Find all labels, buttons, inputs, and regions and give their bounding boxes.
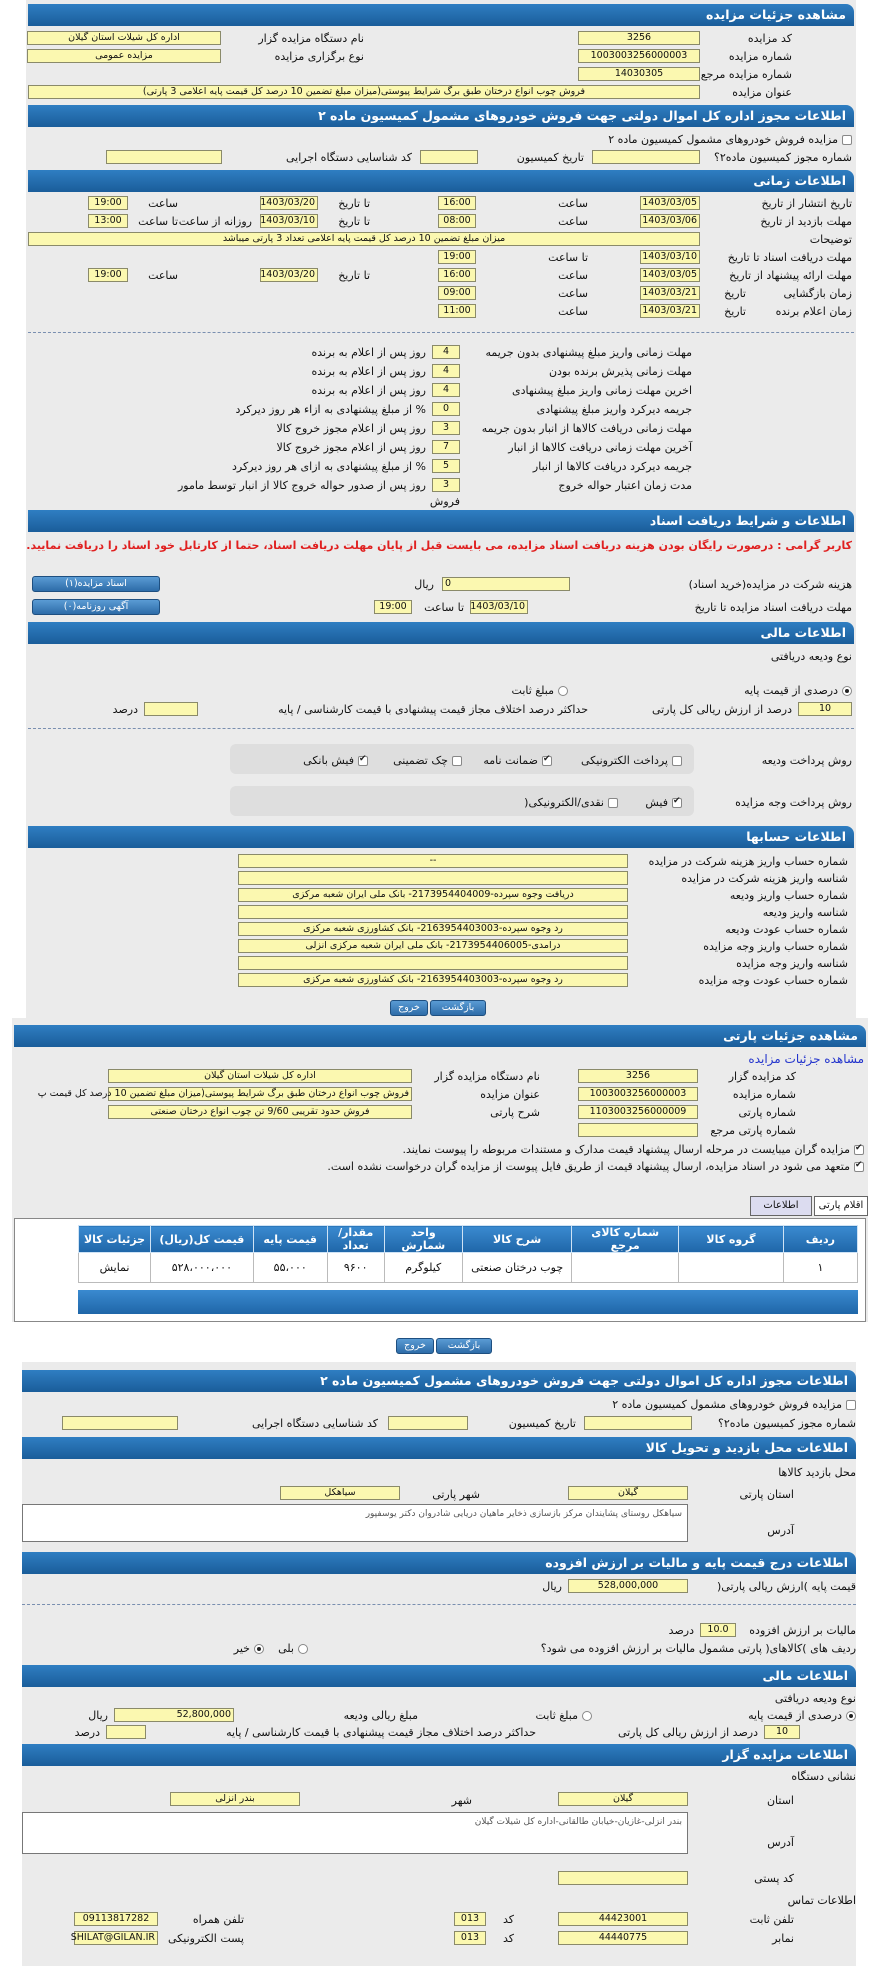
table-cell xyxy=(572,1253,679,1283)
deadline-label-line2: فروش xyxy=(429,495,460,508)
max-diff-value xyxy=(144,702,198,716)
account-value xyxy=(238,871,628,885)
no-attach-checkbox[interactable] xyxy=(854,1162,864,1172)
winner-date: 1403/03/21 xyxy=(640,304,700,318)
account-label: شماره حساب عودت وجه مزایده xyxy=(698,974,848,987)
max-diff-unit: درصد xyxy=(112,703,138,716)
account-label: شماره حساب واریز ودیعه xyxy=(729,889,848,902)
visit-from-label: مهلت بازدید از تاریخ xyxy=(760,215,852,228)
divider xyxy=(28,728,854,729)
auction-subject-label: عنوان مزایده xyxy=(732,86,792,99)
fax-code-value: 013 xyxy=(454,1931,486,1945)
commission-date-label: تاریخ کمیسیون xyxy=(516,151,584,164)
deadline-label: مدت زمان اعتبار حواله خروج xyxy=(558,479,692,492)
deadline-unit: روز پس از اعلام مجوز خروج کالا xyxy=(276,441,426,454)
deadline-value: 4 xyxy=(432,345,460,359)
auction-subject-value: فروش چوب انواع درختان طبق برگ شرایط پیوستی(میزان مبلغ تضمین 10 درصد کل قیمت پایه اعلامی 3 پارتی) xyxy=(28,85,700,99)
deadline-value: 0 xyxy=(432,402,460,416)
auction-details-header: مشاهده جزئیات مزایده xyxy=(28,4,854,26)
party-ref-value xyxy=(578,1123,698,1137)
party-back-button[interactable]: بازگشت xyxy=(436,1338,492,1354)
guarantee-label: ضمانت نامه xyxy=(483,754,538,767)
auctioneer-org-value: اداره کل شیلات استان گیلان xyxy=(27,31,221,45)
permit-header: اطلاعات مجوز اداره کل اموال دولتی جهت فروش خودروهای مشمول کمیسیون ماده ۲ xyxy=(28,105,854,127)
org-address-value: بندر انزلی-غازیان-خیابان طالقانی-اداره کل شیلات گیلان xyxy=(22,1812,688,1854)
finance2-header: اطلاعات مالی xyxy=(22,1665,856,1687)
doc-deadline-date: 1403/03/10 xyxy=(640,250,700,264)
auction-type-value: مزایده عمومی xyxy=(27,49,221,63)
timing-desc-value: میزان مبلغ تضمین 10 درصد کل قیمت پایه اعلامی تعداد 3 پارتی میباشد xyxy=(28,232,700,246)
party-code-label: کد مزایده گزار xyxy=(728,1070,796,1083)
publish-from-date: 1403/03/05 xyxy=(640,196,700,210)
no-attach-label: متعهد می شود در اسناد مزایده، ارسال پیشنهاد قیمت از طریق فایل پیوست از مزایده گران درخواست نشده است. xyxy=(327,1160,850,1173)
doc-fee-label: هزینه شرکت در مزایده(خرید اسناد) xyxy=(688,578,852,591)
fax-code-label: کد xyxy=(502,1932,514,1945)
offer-to-time: 19:00 xyxy=(88,268,128,282)
auction-code-value: 3256 xyxy=(578,31,700,45)
publish-to-label: تا تاریخ xyxy=(338,197,370,210)
percent-radio[interactable] xyxy=(842,686,852,696)
contact-info-label: اطلاعات تماس xyxy=(787,1894,856,1907)
party-org-label: نام دستگاه مزایده گزار xyxy=(434,1070,540,1083)
deadline-unit: روز پس از اعلام به برنده xyxy=(311,365,426,378)
winner-hour-label: ساعت xyxy=(558,305,588,318)
tab-party-items[interactable]: اقلام پارتی xyxy=(814,1196,868,1216)
column-header: ردیف xyxy=(783,1226,857,1253)
percent-radio-2[interactable] xyxy=(846,1711,856,1721)
deadline-label: آخرین مهلت زمانی دریافت کالاها از انبار xyxy=(508,441,692,454)
account-label: شناسه واریز وجه مزایده xyxy=(736,957,848,970)
vat-no-radio[interactable] xyxy=(254,1644,264,1654)
visit-from-hour-label: ساعت xyxy=(558,215,588,228)
account-value: درامدی-2173954406005- بانک ملی ایران شعبه مرکزی انزلی xyxy=(238,939,628,953)
cheque-label: چک تضمینی xyxy=(393,754,448,767)
auction-number-label: شماره مزایده xyxy=(728,50,792,63)
epay-label: پرداخت الکترونیکی xyxy=(581,754,668,767)
party-city-label: شهر پارتی xyxy=(432,1488,480,1501)
account-label: شناسه واریز ودیعه xyxy=(762,906,848,919)
offer-to-date: 1403/03/20 xyxy=(260,268,318,282)
column-header: جزئیات کالا xyxy=(79,1226,151,1253)
divider xyxy=(22,1604,856,1605)
max-diff-label-2: حداکثر درصد اختلاف مجاز قیمت پیشنهادی با قیمت کارشناسی / پایه xyxy=(226,1726,536,1739)
offer-from-date: 1403/03/05 xyxy=(640,268,700,282)
org-city-label: شهر xyxy=(451,1794,472,1807)
opening-date-label: تاریخ xyxy=(724,287,746,300)
deadline-unit: % از مبلغ پیشنهادی به ازای هر روز دیرکرد xyxy=(232,460,426,473)
deadline-unit: روز پس از صدور حواله خروج کالا از انبار توسط مامور xyxy=(177,479,426,492)
column-header: قیمت کل(ریال) xyxy=(151,1226,254,1253)
opening-time: 09:00 xyxy=(438,286,476,300)
deadline-label: جریمه دیرکرد واریز مبلغ پیشنهادی xyxy=(536,403,692,416)
max-diff-label: حداکثر درصد اختلاف مجاز قیمت پیشنهادی با قیمت کارشناسی / پایه xyxy=(278,703,588,716)
deadline-value: 7 xyxy=(432,440,460,454)
percent-label-2: درصدی از قیمت پایه xyxy=(748,1709,842,1722)
finance-header: اطلاعات مالی xyxy=(28,622,854,644)
table-cell: ۵۵،۰۰۰ xyxy=(253,1253,327,1283)
publish-to-time: 19:00 xyxy=(88,196,128,210)
auction-details-link[interactable]: مشاهده جزئیات مزایده xyxy=(748,1052,864,1066)
publish-from-hour-label: ساعت xyxy=(558,197,588,210)
column-header: شماره کالای مرجع xyxy=(572,1226,679,1253)
publish-from-label: تاریخ انتشار از تاریخ xyxy=(761,197,852,210)
daily-from-label: روزانه از ساعت xyxy=(178,215,252,228)
opening-label: زمان بازگشایی xyxy=(783,287,852,300)
base-price-unit: ریال xyxy=(542,1580,562,1593)
party-number-value: 1103003256000009 xyxy=(578,1105,698,1119)
email-value: SHILAT@GILAN.IR xyxy=(74,1931,158,1945)
timing-header: اطلاعات زمانی xyxy=(28,170,854,192)
auctioneer-header: اطلاعات مزایده گزار xyxy=(22,1744,856,1766)
fax-value: 44440775 xyxy=(558,1931,688,1945)
org-address-label: آدرس xyxy=(767,1836,794,1849)
permit-number-label-2: شماره مجوز کمیسیون ماده۲؟ xyxy=(718,1417,856,1430)
phone-value: 44423001 xyxy=(558,1912,688,1926)
items-table xyxy=(78,1225,858,1283)
deadline-label: جریمه دیرکرد دریافت کالاها از انبار xyxy=(532,460,692,473)
offer-from-time: 16:00 xyxy=(438,268,476,282)
opening-date: 1403/03/21 xyxy=(640,286,700,300)
publish-to-hour-label: ساعت xyxy=(148,197,178,210)
account-value: رد وجوه سپرده-2163954403003- بانک کشاورزی شعبه مرکزی xyxy=(238,973,628,987)
commission-sale-label: مزایده فروش خودروهای مشمول کمیسیون ماده ۲ xyxy=(608,133,838,146)
party-subject-value: فروش چوب انواع درختان طبق برگ شرایط پیوستی(میزان مبلغ تضمین 10 درصد کل قیمت پ xyxy=(108,1087,412,1101)
party-province-label: استان پارتی xyxy=(739,1488,794,1501)
table-cell: ۵۲۸،۰۰۰،۰۰۰ xyxy=(151,1253,254,1283)
fax-label: نمابر xyxy=(772,1932,794,1945)
table-cell: کیلوگرم xyxy=(384,1253,463,1283)
fixed-label: مبلغ ثابت xyxy=(511,684,554,697)
cash-checkbox[interactable] xyxy=(608,798,618,808)
max-diff-unit-2: درصد xyxy=(74,1726,100,1739)
fixed-label-2: مبلغ ثابت xyxy=(535,1709,578,1722)
column-header: قیمت پایه xyxy=(253,1226,327,1253)
party-exit-button[interactable]: خروج xyxy=(396,1338,434,1354)
deadline-value: 3 xyxy=(432,478,460,492)
winner-date-label: تاریخ xyxy=(724,305,746,318)
account-value xyxy=(238,956,628,970)
bank-slip-checkbox[interactable] xyxy=(358,756,368,766)
deposit-pay-label: روش پرداخت ودیعه xyxy=(761,754,852,767)
opening-hour-label: ساعت xyxy=(558,287,588,300)
commission-date-value xyxy=(420,150,478,164)
account-value: دریافت وجوه سپرده-2173954404009- بانک ملی ایران شعبه مرکزی xyxy=(238,888,628,902)
deadline-value: 5 xyxy=(432,459,460,473)
offer-from-hour-label: ساعت xyxy=(558,269,588,282)
visit-from-time: 08:00 xyxy=(438,214,476,228)
base-price-value: 528,000,000 xyxy=(568,1579,688,1593)
vat-label: مالیات بر ارزش افزوده xyxy=(749,1624,856,1637)
vat-question: ردیف های )کالاهای( پارتی مشمول مالیات بر ارزش افزوده می شود؟ xyxy=(540,1642,856,1655)
visit-to-time: 13:00 xyxy=(88,214,128,228)
slip-checkbox[interactable] xyxy=(672,798,682,808)
column-header: مقدار/ تعداد xyxy=(327,1226,384,1253)
divider xyxy=(28,332,854,333)
fixed-radio-2[interactable] xyxy=(582,1711,592,1721)
commission-date-label-2: تاریخ کمیسیون xyxy=(508,1417,576,1430)
phone-label: تلفن ثابت xyxy=(749,1913,794,1926)
deadline-value: 4 xyxy=(432,383,460,397)
party-auction-number-label: شماره مزایده xyxy=(732,1088,796,1101)
phone-code-label: کد xyxy=(502,1913,514,1926)
party-city-value: سیاهکل xyxy=(280,1486,400,1500)
commission-sale-checkbox[interactable] xyxy=(842,135,852,145)
visit-place-label: محل بازدید کالاها xyxy=(778,1466,856,1479)
docs-header: اطلاعات و شرایط دریافت اسناد xyxy=(28,510,854,532)
email-label: پست الکترونیکی xyxy=(168,1932,244,1945)
publish-from-time: 16:00 xyxy=(438,196,476,210)
winner-time: 11:00 xyxy=(438,304,476,318)
mobile-value: 09113817282 xyxy=(74,1912,158,1926)
table-cell: چوب درختان صنعتی xyxy=(463,1253,572,1283)
vat-no-label: خیر xyxy=(233,1642,250,1655)
deposit-amount-label: مبلغ ریالی ودیعه xyxy=(343,1709,418,1722)
base-price-label: قیمت پایه )ارزش ریالی پارتی( xyxy=(717,1580,856,1593)
attach-docs-checkbox[interactable] xyxy=(854,1145,864,1155)
commission-date-value-2 xyxy=(388,1416,468,1430)
org-province-value: گیلان xyxy=(558,1792,688,1806)
winner-label: زمان اعلام برنده xyxy=(775,305,852,318)
postal-code-label: کد پستی xyxy=(754,1872,794,1885)
offer-to-label: تا تاریخ xyxy=(338,269,370,282)
party-ref-label: شماره پارتی مرجع xyxy=(710,1124,796,1137)
deadline-value: 3 xyxy=(432,421,460,435)
table-cell: ۹۶۰۰ xyxy=(327,1253,384,1283)
vat-value: 10.0 xyxy=(700,1623,736,1637)
exec-code-value-2 xyxy=(62,1416,178,1430)
doc-deadline-label: مهلت دریافت اسناد تا تاریخ xyxy=(727,251,852,264)
slip-label: فیش xyxy=(645,796,668,809)
column-header: واحد شمارش xyxy=(384,1226,463,1253)
party-org-value: اداره کل شیلات استان گیلان xyxy=(108,1069,412,1083)
items-footer-bar xyxy=(78,1290,858,1314)
publish-to-date: 1403/03/20 xyxy=(260,196,318,210)
party-province-value: گیلان xyxy=(568,1486,688,1500)
column-header: شرح کالا xyxy=(463,1226,572,1253)
offer-to-hour-label: ساعت xyxy=(148,269,178,282)
attach-docs-label: مزایده گران میبایست در مرحله ارسال پیشنهاد قیمت مدارک و مستندات مربوطه را پیوست نمایند. xyxy=(402,1143,850,1156)
exec-code-value xyxy=(106,150,222,164)
newspaper-ad-button[interactable]: آگهی روزنامه(۰) xyxy=(32,599,160,615)
account-value: رد وجوه سپرده-2163954403003- بانک کشاورزی شعبه مرکزی xyxy=(238,922,628,936)
auction-pay-box xyxy=(230,786,694,816)
epay-checkbox[interactable] xyxy=(672,756,682,766)
doc-deadline-time: 19:00 xyxy=(438,250,476,264)
doc-deadline-hour-label: تا ساعت xyxy=(548,251,588,264)
auction-pay-label: روش پرداخت وجه مزایده xyxy=(735,796,852,809)
fixed-radio[interactable] xyxy=(558,686,568,696)
max-diff-value-2 xyxy=(106,1725,146,1739)
doc-download-date: 1403/03/10 xyxy=(470,600,528,614)
doc-fee-unit: ریال xyxy=(414,578,434,591)
deadline-unit: روز پس از اعلام مجوز خروج کالا xyxy=(276,422,426,435)
party-desc-value: فروش حدود تقریبی 9/60 تن چوب انواع درختان صنعتی xyxy=(108,1105,412,1119)
commission-sale-label-2: مزایده فروش خودروهای مشمول کمیسیون ماده ۲ xyxy=(612,1398,842,1411)
party-header: مشاهده جزئیات پارتی xyxy=(14,1025,866,1047)
deadline-label: مهلت زمانی واریز مبلغ پیشنهادی بدون جریمه xyxy=(485,346,692,359)
permit-number-value xyxy=(592,150,700,164)
deposit-type-label: نوع ودیعه دریافتی xyxy=(770,650,852,663)
deadline-label: مهلت زمانی پذیرش برنده بودن xyxy=(548,365,692,378)
deadline-unit: روز پس از اعلام به برنده xyxy=(311,384,426,397)
deadline-unit: % از مبلغ پیشنهادی به ازاء هر روز دیرکرد xyxy=(235,403,426,416)
permit-number-value-2 xyxy=(584,1416,692,1430)
percent-label: درصدی از قیمت پایه xyxy=(744,684,838,697)
account-label: شماره حساب واریز وجه مزایده xyxy=(703,940,848,953)
visit-from-date: 1403/03/06 xyxy=(640,214,700,228)
table-cell xyxy=(679,1253,784,1283)
postal-code-value xyxy=(558,1871,688,1885)
doc-fee-value: 0 xyxy=(442,577,570,591)
percent-unit-2: درصد از ارزش ریالی کل پارتی xyxy=(617,1726,758,1739)
percent-value-2: 10 xyxy=(764,1725,800,1739)
doc-download-label: مهلت دریافت اسناد مزایده تا تاریخ xyxy=(694,601,852,614)
auction-number-value: 1003003256000003 xyxy=(578,49,700,63)
vat-unit: درصد xyxy=(668,1624,694,1637)
timing-desc-label: توضیحات xyxy=(809,233,852,246)
visit-to-date: 1403/03/10 xyxy=(260,214,318,228)
party-auction-number-value: 1003003256000003 xyxy=(578,1087,698,1101)
table-cell: ۱ xyxy=(783,1253,857,1283)
party-desc-label: شرح پارتی xyxy=(490,1106,540,1119)
vat-yes-label: بلی xyxy=(278,1642,294,1655)
column-header: گروه کالا xyxy=(679,1226,784,1253)
deadline-label: اخرین مهلت زمانی واریز مبلغ پیشنهادی xyxy=(512,384,692,397)
account-value: -- xyxy=(238,854,628,868)
party-code-value: 3256 xyxy=(578,1069,698,1083)
auction-code-label: کد مزایده xyxy=(747,32,792,45)
permit-number-label: شماره مجوز کمیسیون ماده۲؟ xyxy=(714,151,852,164)
org-province-label: استان xyxy=(766,1794,794,1807)
deadline-unit: روز پس از اعلام به برنده xyxy=(311,346,426,359)
back-button[interactable]: بازگشت xyxy=(430,1000,486,1016)
cash-label: نقدی/الکترونیکی( xyxy=(524,796,604,809)
tab-extra-info[interactable]: اطلاعات xyxy=(750,1196,812,1216)
commission-sale-checkbox-2[interactable] xyxy=(846,1400,856,1410)
cheque-checkbox[interactable] xyxy=(452,756,462,766)
doc-download-hour-label: تا ساعت xyxy=(424,601,464,614)
org-city-value: بندر انزلی xyxy=(170,1792,300,1806)
party-address-label: آدرس xyxy=(767,1524,794,1537)
party-address-value: سیاهکل روستای پشایندان مرکز بازسازی ذخایر ماهیان دریایی شادروان دکتر یوسفپور xyxy=(22,1504,688,1542)
exec-code-label: کد شناسایی دستگاه اجرایی xyxy=(285,151,412,164)
bank-slip-label: فیش بانکی xyxy=(303,754,354,767)
mobile-label: تلفن همراه xyxy=(192,1913,244,1926)
accounts-header: اطلاعات حسابها xyxy=(28,826,854,848)
visit-to-label: تا تاریخ xyxy=(338,215,370,228)
party-subject-label: عنوان مزایده xyxy=(480,1088,540,1101)
reference-number-value: 14030305 xyxy=(578,67,700,81)
reference-number-label: شماره مزایده مرجع xyxy=(700,68,792,81)
deposit-amount-value: 52,800,000 xyxy=(114,1708,234,1722)
permit2-header: اطلاعات مجوز اداره کل اموال دولتی جهت فروش خودروهای مشمول کمیسیون ماده ۲ xyxy=(22,1370,856,1392)
exit-button[interactable]: خروج xyxy=(390,1000,428,1016)
account-value xyxy=(238,905,628,919)
vat-yes-radio[interactable] xyxy=(298,1644,308,1654)
doc-download-time: 19:00 xyxy=(374,600,412,614)
auction-docs-button[interactable]: اسناد مزایده(۱) xyxy=(32,576,160,592)
percent-value: 10 xyxy=(798,702,852,716)
deposit-type-label-2: نوع ودیعه دریافتی xyxy=(774,1692,856,1705)
guarantee-checkbox[interactable] xyxy=(542,756,552,766)
daily-to-label: تا ساعت xyxy=(138,215,178,228)
deposit-amount-unit: ریال xyxy=(88,1709,108,1722)
offer-from-label: مهلت ارائه پیشنهاد از تاریخ xyxy=(729,269,852,282)
price-header: اطلاعات درج قیمت پایه و مالیات بر ارزش افزوده xyxy=(22,1552,856,1574)
docs-warning: کاربر گرامی : درصورت رایگان بودن هزینه دریافت اسناد مزایده، می بایست قبل از پایان مهلت دریافت اسناد، حتما از کارتابل خود اسناد را دریافت نمایید. xyxy=(26,539,852,552)
party-number-label: شماره پارتی xyxy=(738,1106,796,1119)
account-label: شماره حساب واریز هزینه شرکت در مزایده xyxy=(648,855,848,868)
phone-code-value: 013 xyxy=(454,1912,486,1926)
deadline-label: مهلت زمانی دریافت کالاها از انبار بدون جریمه xyxy=(481,422,692,435)
deadline-value: 4 xyxy=(432,364,460,378)
auctioneer-org-label: نام دستگاه مزایده گزار xyxy=(258,32,364,45)
account-label: شماره حساب عودت ودیعه xyxy=(725,923,848,936)
auction-type-label: نوع برگزاری مزایده xyxy=(274,50,364,63)
percent-unit: درصد از ارزش ریالی کل پارتی xyxy=(651,703,792,716)
org-address-title: نشانی دستگاه xyxy=(791,1770,856,1783)
location-header: اطلاعات محل بازدید و تحویل کالا xyxy=(22,1437,856,1459)
exec-code-label-2: کد شناسایی دستگاه اجرایی xyxy=(251,1417,378,1430)
view-item-link[interactable]: نمایش xyxy=(79,1253,151,1283)
account-label: شناسه واریز هزینه شرکت در مزایده xyxy=(681,872,848,885)
